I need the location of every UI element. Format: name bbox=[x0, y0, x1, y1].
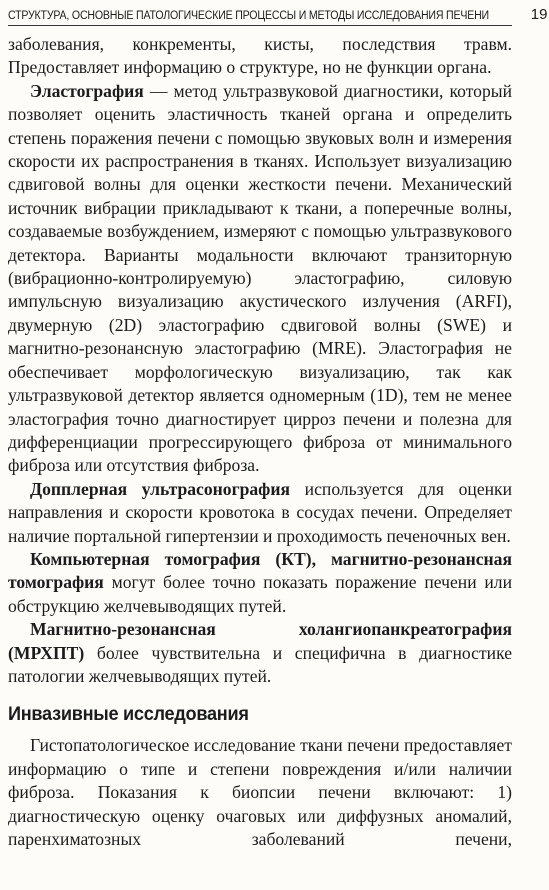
section-heading: Инвазивные исследования bbox=[8, 703, 249, 726]
paragraph-elastography bbox=[8, 80, 512, 478]
ct-mri-text: могут более точно показать поражение печени или обструкцию желчевыводящих путей. bbox=[8, 572, 512, 616]
paragraph-continuation: заболевания, конкременты, кисты, последствия травм. Предоставляет информацию о структуре, но не функции органа. bbox=[8, 34, 512, 78]
paragraph-doppler bbox=[8, 478, 512, 548]
term-mrcp: Магнитно-резонансная холангиопанкреатография (МРХПТ) bbox=[8, 619, 512, 663]
paragraph-biopsy: Гистопатологическое исследование ткани печени предоставляет информацию о типе и степени повреждения и/или наличии фиброза. Показания к биопсии печени включают: 1) диагностическую оценку очаговых или диффузных аномалий, паренхиматозных заболеваний печени, bbox=[8, 735, 512, 849]
running-header bbox=[8, 0, 548, 26]
paragraph-mrcp bbox=[8, 618, 512, 688]
running-title: СТРУКТУРА, ОСНОВНЫЕ ПАТОЛОГИЧЕСКИЕ ПРОЦЕССЫ И МЕТОДЫ ИССЛЕДОВАНИЯ ПЕЧЕНИ bbox=[8, 10, 489, 22]
term-ct-mri: Компьютерная томография (КТ), магнитно-резонансная томография bbox=[8, 548, 512, 593]
term-elastography: Эластография bbox=[30, 80, 144, 101]
paragraph-ct-mri bbox=[8, 548, 512, 618]
doppler-text: используется для оценки направления и скорости кровотока в сосудах печени. Определяет наличие портальной гипертензии и проходимость печеночных вен. bbox=[8, 478, 513, 546]
elastography-text: — метод ультразвуковой диагностики, который позволяет оценить эластичность тканей органа и определить степень поражения печени с помощью звуковых волн и измерения скорости их распространения в тканях. Использует визуализацию сдвиговой волны для оценки жесткости печени. Механический источник вибрации прикладывают к ткани, а поперечные волны, создаваемые возбуждением, измеряют с помощью ультразвукового детектора. Варианты модальности включают транзиторную (вибрационно-контролируемую) эластографию, силовую импульсную визуализацию акустического излучения (ARFI), двумерную (2D) эластографию сдвиговой волны (SWE) и магнитно-резонансную эластографию (MRE). Эластография не обеспечивает морфологическую визуализацию, так как ультразвуковой детектор является одномерным (1D), тем не менее эластография точно диагностирует цирроз печени и полезна для дифференциации прогрессирующего фиброза от минимального фиброза или отсутствия фиброза. bbox=[8, 80, 512, 476]
mrcp-text: более чувствительна и специфична в диагностике патологии желчевыводящих путей. bbox=[8, 642, 512, 686]
page-number: 19 bbox=[530, 6, 548, 23]
term-doppler: Допплерная ультрасонография bbox=[30, 478, 291, 499]
